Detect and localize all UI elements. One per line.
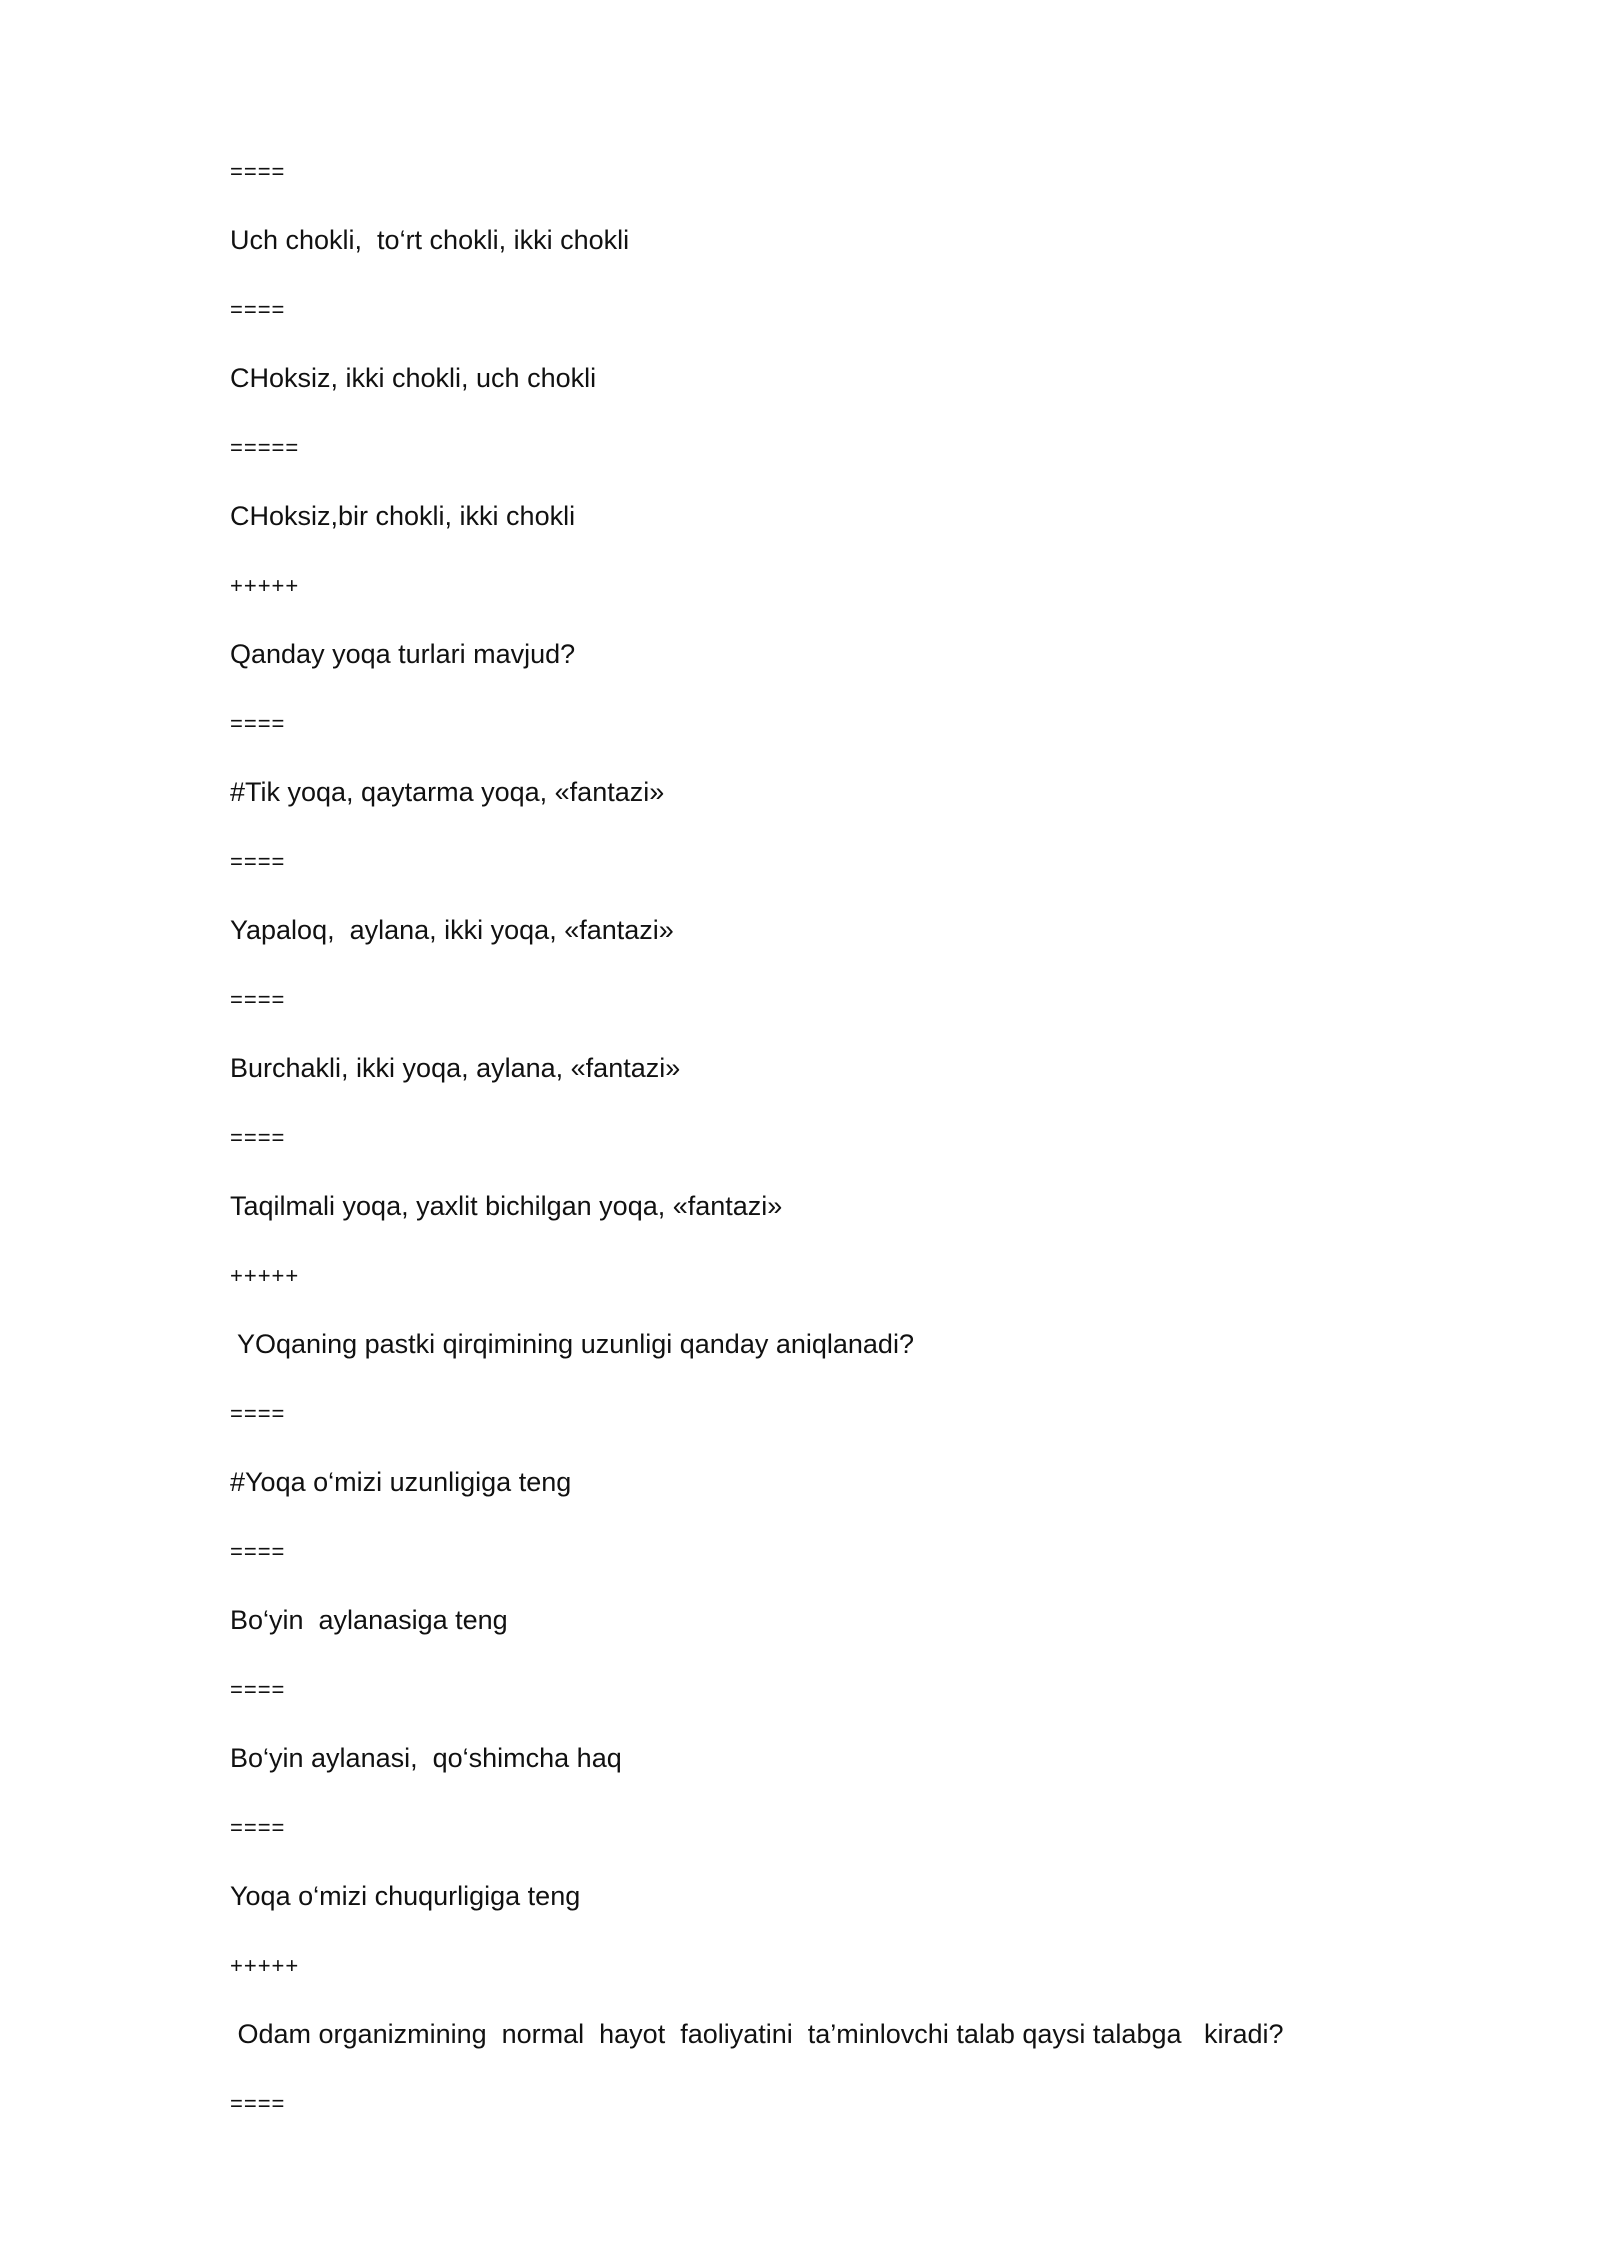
separator: ====	[230, 1677, 286, 1702]
answer-option: Taqilmali yoqa, yaxlit bichilgan yoqa, «fantazi»	[230, 1191, 783, 1221]
answer-option: CHoksiz, ikki chokli, uch chokli	[230, 363, 597, 393]
question-text: Odam organizmining normal hayot faoliyatini ta’minlovchi talab qaysi talabga kiradi?	[230, 2019, 1284, 2049]
separator: ====	[230, 1539, 286, 1564]
separator: ====	[230, 297, 286, 322]
answer-option-correct: #Yoqa o‘mizi uzunligiga teng	[230, 1467, 572, 1497]
separator: =====	[230, 435, 300, 460]
separator: ====	[230, 711, 286, 736]
separator: ====	[230, 159, 286, 184]
answer-option: Bo‘yin aylanasi, qo‘shimcha haq	[230, 1743, 622, 1773]
answer-option: Uch chokli, to‘rt chokli, ikki chokli	[230, 225, 630, 255]
separator: ====	[230, 849, 286, 874]
question-separator: +++++	[230, 1263, 300, 1288]
question-separator: +++++	[230, 573, 300, 598]
answer-option-correct: #Tik yoqa, qaytarma yoqa, «fantazi»	[230, 777, 665, 807]
question-separator: +++++	[230, 1953, 300, 1978]
answer-option: Burchakli, ikki yoqa, aylana, «fantazi»	[230, 1053, 681, 1083]
separator: ====	[230, 1401, 286, 1426]
separator: ====	[230, 1815, 286, 1840]
answer-option: CHoksiz,bir chokli, ikki chokli	[230, 501, 576, 531]
answer-option: Bo‘yin aylanasiga teng	[230, 1605, 508, 1635]
answer-option: Yoqa o‘mizi chuqurligiga teng	[230, 1881, 581, 1911]
separator: ====	[230, 1125, 286, 1150]
separator: ====	[230, 2091, 286, 2116]
answer-option: Yapaloq, aylana, ikki yoqa, «fantazi»	[230, 915, 674, 945]
question-text: Qanday yoqa turlari mavjud?	[230, 639, 576, 669]
separator: ====	[230, 987, 286, 1012]
question-text: YOqaning pastki qirqimining uzunligi qanday aniqlanadi?	[230, 1329, 914, 1359]
